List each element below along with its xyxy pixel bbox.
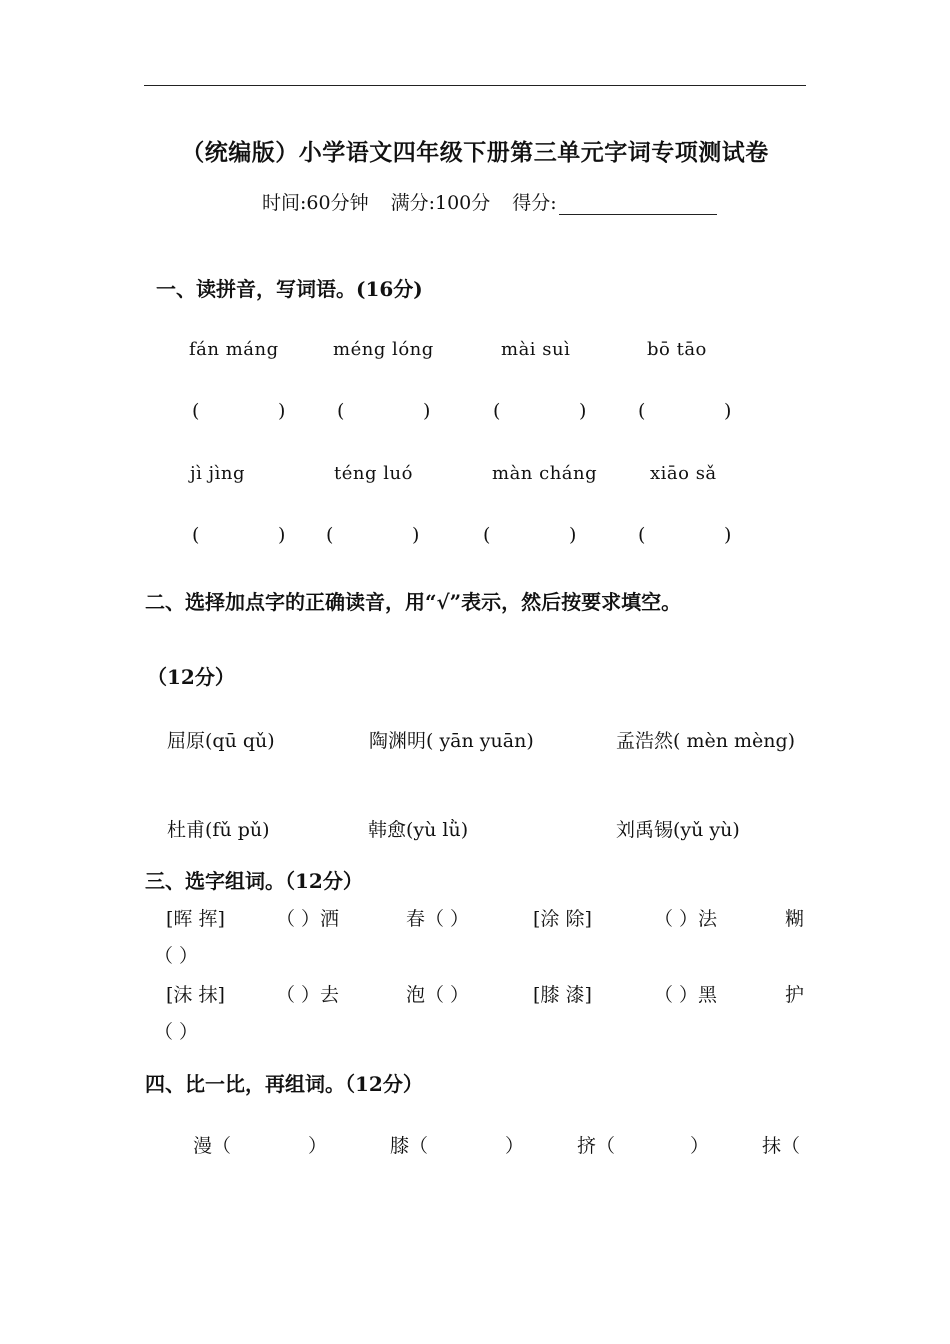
- word-blank-7: （ ）黑: [654, 984, 718, 1006]
- pinyin-2-2: téng luó: [334, 463, 413, 484]
- answer-open-7: (: [483, 524, 491, 546]
- compare-item-1: 漫（: [193, 1135, 232, 1157]
- compare-item-4: 抹（: [762, 1135, 801, 1157]
- reading-item-4: 杜甫(fǔ pǔ): [167, 819, 270, 841]
- answer-close-4: ): [724, 400, 732, 422]
- compare-close-1: ）: [308, 1135, 328, 1157]
- page-title: （统编版）小学语文四年级下册第三单元字词专项测试卷: [181, 139, 769, 166]
- section-2-score: （12分）: [147, 665, 235, 689]
- char-choice-4: [膝 漆]: [533, 984, 592, 1006]
- section-2-heading: 二、选择加点字的正确读音，用“√”表示，然后按要求填空。: [145, 590, 682, 614]
- answer-open-4: (: [638, 400, 646, 422]
- reading-item-3: 孟浩然( mèn mèng): [616, 730, 796, 752]
- compare-close-3: ）: [690, 1135, 710, 1157]
- word-blank-4: （ ）: [154, 945, 199, 967]
- compare-item-3: 挤（: [577, 1135, 616, 1157]
- score-label: 得分:: [512, 192, 557, 214]
- answer-open-3: (: [493, 400, 501, 422]
- word-blank-1: （ ）洒: [276, 908, 340, 930]
- reading-item-2: 陶渊明( yān yuān): [369, 730, 534, 752]
- pinyin-2-4: xiāo sǎ: [650, 463, 717, 484]
- pinyin-1-2: méng lóng: [333, 339, 434, 360]
- answer-close-2: ): [423, 400, 431, 422]
- answer-open-8: (: [638, 524, 646, 546]
- exam-meta: [262, 188, 717, 215]
- answer-close-3: ): [579, 400, 587, 422]
- pinyin-2-1: jì jìng: [190, 463, 246, 484]
- word-blank-8-char: 护: [785, 984, 805, 1006]
- char-choice-3: [沫 抹]: [166, 984, 225, 1006]
- word-blank-2: 春（ ）: [406, 908, 470, 930]
- reading-item-6: 刘禹锡(yǔ yù): [616, 819, 740, 841]
- pinyin-1-1: fán máng: [189, 339, 279, 360]
- word-blank-8: （ ）: [154, 1021, 199, 1043]
- top-rule: [144, 85, 806, 86]
- reading-item-5: 韩愈(yù lǜ): [368, 819, 469, 841]
- char-choice-1: [晖 挥]: [166, 908, 225, 930]
- answer-close-8: ): [724, 524, 732, 546]
- word-blank-4-char: 糊: [785, 908, 805, 930]
- char-choice-2: [涂 除]: [533, 908, 592, 930]
- answer-open-2: (: [337, 400, 345, 422]
- answer-close-7: ): [569, 524, 577, 546]
- word-blank-6: 泡（ ）: [406, 984, 470, 1006]
- pinyin-1-3: mài suì: [501, 339, 571, 360]
- section-1-heading: 一、读拼音，写词语。(16分): [156, 277, 423, 301]
- section-4-heading: 四、比一比，再组词。（12分）: [145, 1072, 423, 1096]
- full-score: 满分:100分: [390, 192, 491, 214]
- answer-close-5: ): [278, 524, 286, 546]
- answer-close-1: ): [278, 400, 286, 422]
- answer-open-1: (: [192, 400, 200, 422]
- section-3-heading: 三、选字组词。（12分）: [145, 869, 363, 893]
- time-limit: 时间:60分钟: [262, 192, 369, 214]
- answer-open-6: (: [326, 524, 334, 546]
- pinyin-1-4: bō tāo: [647, 339, 707, 360]
- word-blank-5: （ ）去: [276, 984, 340, 1006]
- compare-close-2: ）: [505, 1135, 525, 1157]
- word-blank-3: （ ）法: [654, 908, 718, 930]
- compare-item-2: 膝（: [390, 1135, 429, 1157]
- answer-close-6: ): [412, 524, 420, 546]
- score-blank[interactable]: [559, 196, 717, 215]
- answer-open-5: (: [192, 524, 200, 546]
- pinyin-2-3: màn cháng: [492, 463, 598, 484]
- reading-item-1: 屈原(qū qǔ): [167, 730, 275, 752]
